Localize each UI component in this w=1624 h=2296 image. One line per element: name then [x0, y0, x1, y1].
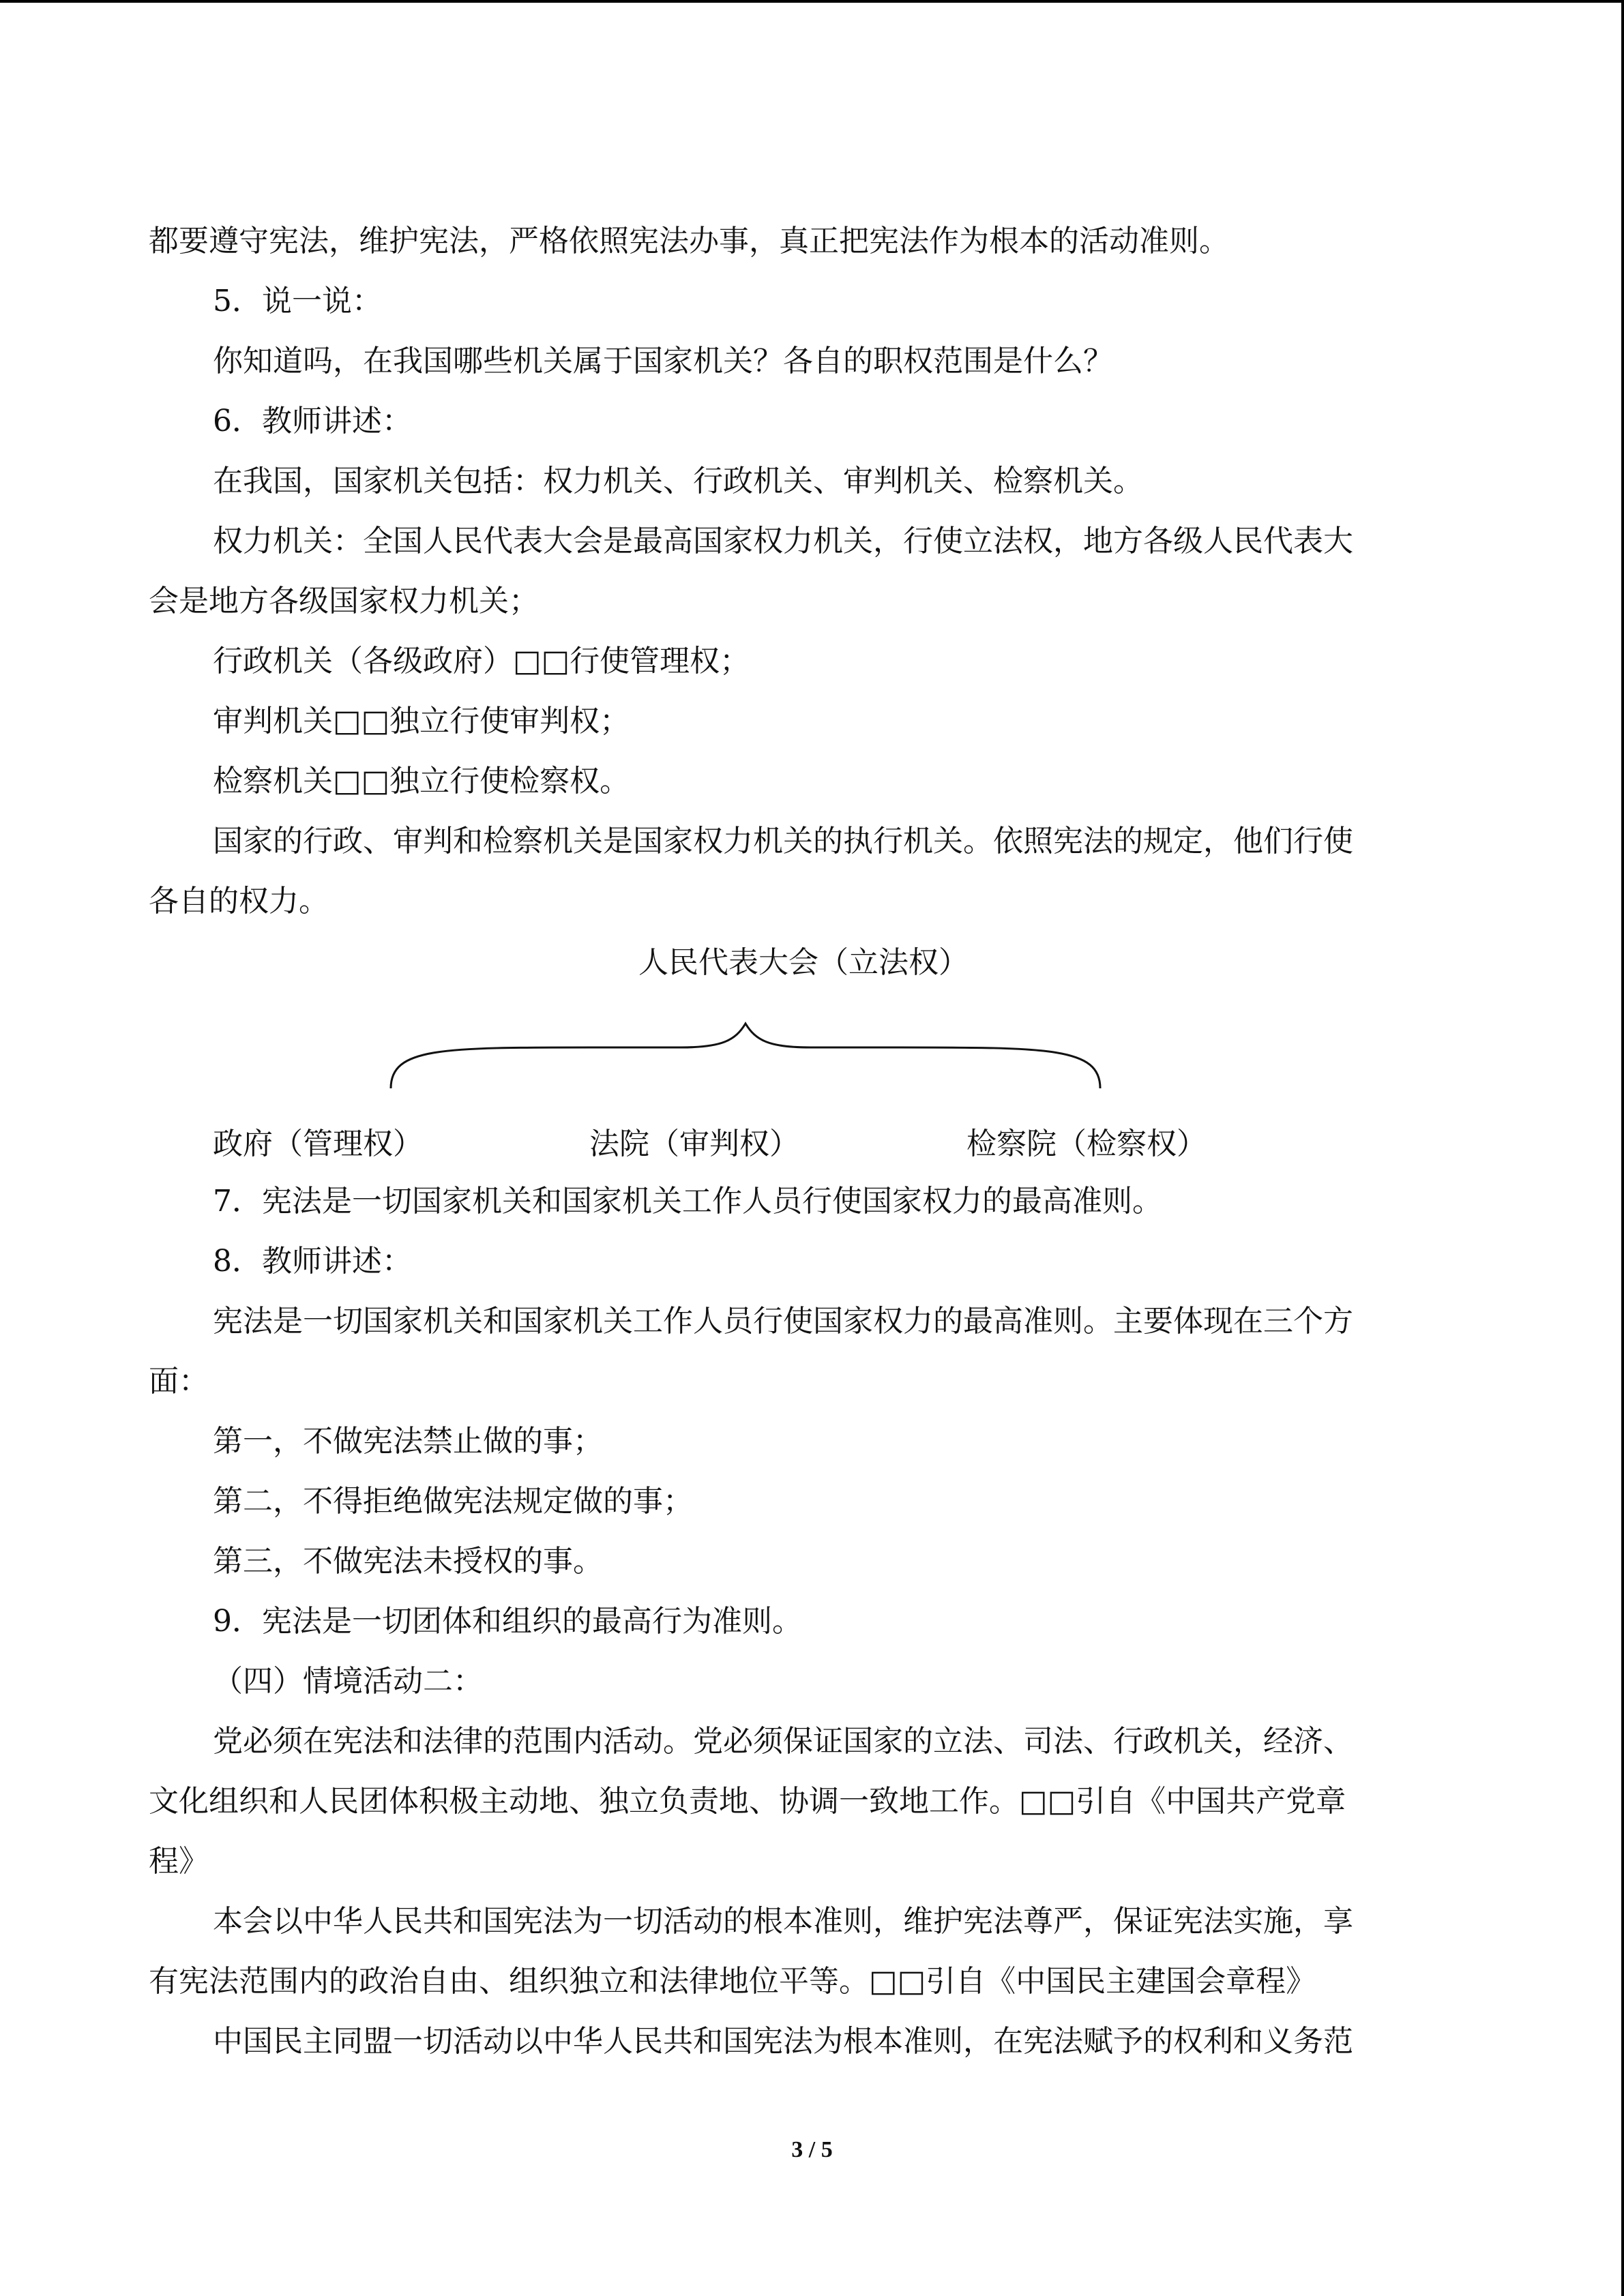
list-item: 第一，不做宪法禁止做的事； — [213, 1424, 603, 1459]
paragraph-line: 文化组织和人民团体积极主动地、独立负责地、协调一致地工作。□□引自《中国共产党章 — [149, 1784, 1346, 1819]
page-number: 3 / 5 — [791, 2137, 833, 2162]
list-item: 第三，不做宪法未授权的事。 — [213, 1544, 603, 1579]
paragraph-line: 中国民主同盟一切活动以中华人民共和国宪法为根本准则，在宪法赋予的权利和义务范 — [213, 2024, 1353, 2059]
paragraph-line: 本会以中华人民共和国宪法为一切活动的根本准则，维护宪法尊严，保证宪法实施，享 — [213, 1904, 1353, 1939]
page-border-right — [1621, 0, 1624, 2296]
diagram-top-label: 人民代表大会（立法权） — [638, 945, 969, 980]
section-heading: 9．宪法是一切团体和组织的最高行为准则。 — [213, 1604, 802, 1639]
section-heading: 5．说一说： — [213, 284, 382, 318]
section-heading: 6．教师讲述： — [213, 404, 412, 438]
diagram-child-government: 政府（管理权） — [213, 1127, 423, 1161]
paragraph-line: 宪法是一切国家机关和国家机关工作人员行使国家权力的最高准则。主要体现在三个方 — [213, 1304, 1353, 1339]
section-heading: （四）情境活动二： — [213, 1664, 483, 1699]
paragraph-line: 审判机关□□独立行使审判权； — [213, 704, 630, 739]
power-structure-diagram — [149, 931, 1458, 1172]
paragraph-line: 会是地方各级国家权力机关； — [149, 584, 539, 618]
section-heading: 8．教师讲述： — [213, 1244, 412, 1279]
paragraph-line: 权力机关：全国人民代表大会是最高国家权力机关，行使立法权，地方各级人民代表大 — [213, 524, 1353, 558]
paragraph-line: 党必须在宪法和法律的范围内活动。党必须保证国家的立法、司法、行政机关，经济、 — [213, 1724, 1353, 1759]
paragraph-line: 在我国，国家机关包括：权力机关、行政机关、审判机关、检察机关。 — [213, 464, 1143, 498]
paragraph-line: 有宪法范围内的政治自由、组织独立和法律地位平等。□□引自《中国民主建国会章程》 — [149, 1964, 1316, 1999]
diagram-child-procuratorate: 检察院（检察权） — [966, 1127, 1207, 1161]
paragraph-line: 行政机关（各级政府）□□行使管理权； — [213, 644, 750, 679]
paragraph-line: 程》 — [149, 1844, 209, 1879]
paragraph-line: 国家的行政、审判和检察机关是国家权力机关的执行机关。依照宪法的规定，他们行使 — [213, 824, 1353, 859]
paragraph-line: 都要遵守宪法，维护宪法，严格依照宪法办事，真正把宪法作为根本的活动准则。 — [149, 224, 1229, 258]
paragraph-line: 各自的权力。 — [149, 884, 329, 919]
paragraph-line: 你知道吗，在我国哪些机关属于国家机关？各自的职权范围是什么？ — [213, 344, 1113, 378]
section-heading: 7．宪法是一切国家机关和国家机关工作人员行使国家权力的最高准则。 — [213, 1184, 1162, 1219]
curly-brace-icon — [387, 1020, 1104, 1095]
page-border-top — [0, 0, 1624, 3]
diagram-child-court: 法院（审判权） — [589, 1127, 799, 1161]
list-item: 第二，不得拒绝做宪法规定做的事； — [213, 1484, 693, 1519]
paragraph-line: 检察机关□□独立行使检察权。 — [213, 764, 630, 799]
document-body — [149, 211, 1458, 2072]
paragraph-line: 面： — [149, 1364, 209, 1399]
